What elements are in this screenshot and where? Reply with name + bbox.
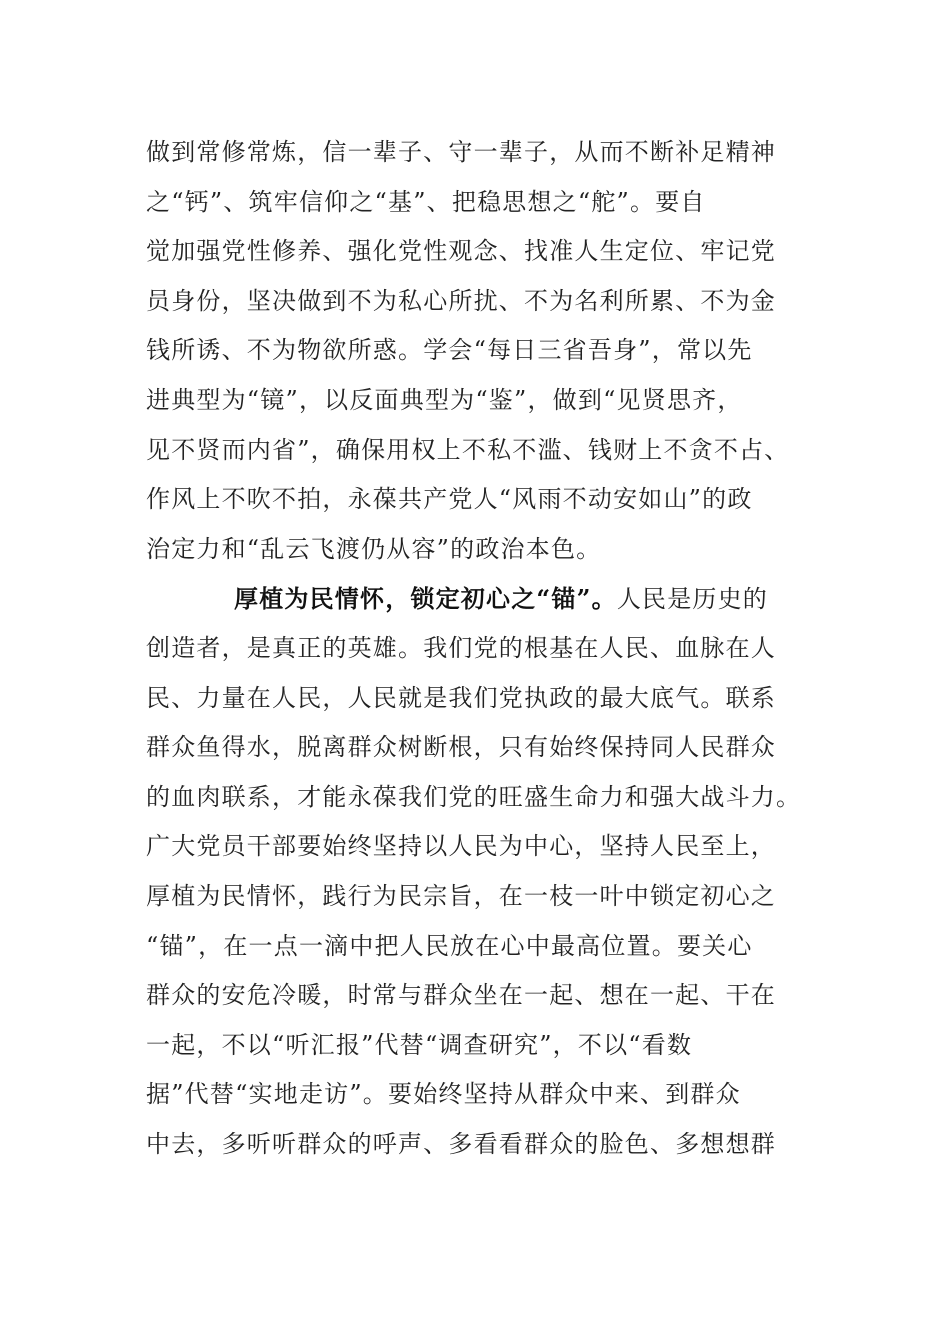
text-line: 作风上不吹不拍，永葆共产党人“风雨不动安如山”的政 [146,485,753,514]
text-line: 中去，多听听群众的呼声、多看看群众的脸色、多想想群 [146,1129,776,1158]
text-line: “锚”，在一点一滴中把人民放在心中最高位置。要关心 [146,931,753,960]
text-line: 之“钙”、筑牢信仰之“基”、把稳思想之“舵”。要自 [146,187,706,216]
text-line: 群众的安危冷暖，时常与群众坐在一起、想在一起、干在 [146,981,776,1010]
section-heading: 厚植为民情怀，锁定初心之“锚”。 [234,584,617,614]
text-line: 群众鱼得水，脱离群众树断根，只有始终保持同人民群众 [146,733,776,762]
text-line: 的血肉联系，才能永葆我们党的旺盛生命力和强大战斗力。 [146,782,802,811]
text-line: 广大党员干部要始终坚持以人民为中心，坚持人民至上， [146,832,776,861]
text-line: 一起，不以“听汇报”代替“调查研究”，不以“看数 [146,1030,693,1059]
text-line: 钱所诱、不为物欲所惑。学会“每日三省吾身”，常以先 [146,336,753,365]
paragraph-2 [146,574,816,1169]
text-line: 创造者，是真正的英雄。我们党的根基在人民、血脉在人 [146,633,776,662]
text-line: 据”代替“实地走访”。要始终坚持从群众中来、到群众 [146,1080,741,1109]
paragraph-first-line [146,574,816,624]
text-line: 员身份，坚决做到不为私心所扰、不为名利所累、不为金 [146,286,776,315]
text-line: 进典型为“镜”，以反面典型为“鉴”，做到“见贤思齐， [146,385,743,414]
text-line: 觉加强党性修养、强化党性观念、找准人生定位、牢记党 [146,237,776,266]
text-line: 厚植为民情怀，践行为民宗旨，在一枝一叶中锁定初心之 [146,881,776,910]
first-line-text: 人民是历史的 [616,585,769,614]
text-line: 民、力量在人民，人民就是我们党执政的最大底气。联系 [146,683,776,712]
text-line: 治定力和“乱云飞渡仍从容”的政治本色。 [146,534,602,563]
text-line: 做到常修常炼，信一辈子、守一辈子，从而不断补足精神 [146,138,776,166]
text-line: 见不贤而内省”，确保用权上不私不滥、钱财上不贪不占、 [146,435,790,464]
body-text [146,128,816,1169]
paragraph-1 [146,128,816,574]
